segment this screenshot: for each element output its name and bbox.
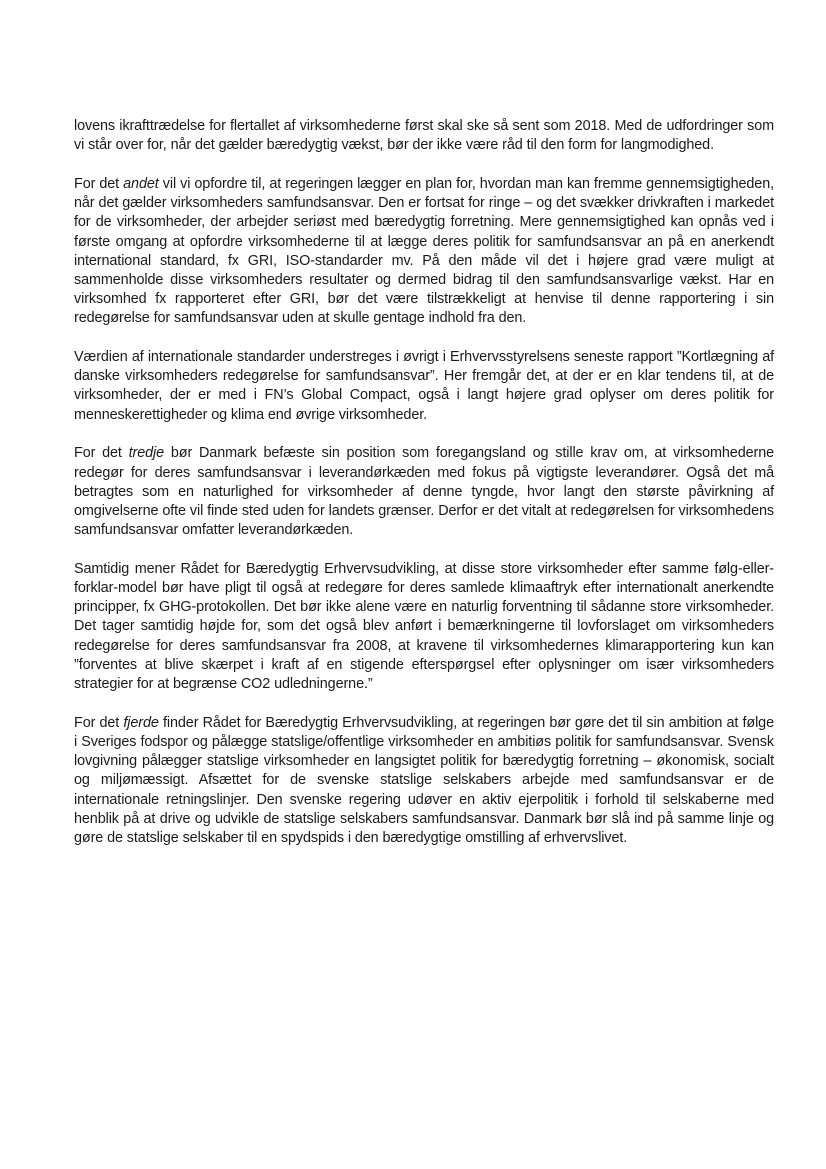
paragraph-3 [74,348,774,425]
paragraph-4-text: bør Danmark befæste sin position som foregangsland og stille krav om, at virksomhederne redegør for deres samfundsansvar i leverandørkæden med fokus på vigtigste leverandører. Også det må betragtes som en naturlighed for virksomheder af denne tyngde, hvor langt den største påvirkning af omgivelserne ofte vil finde sted uden for landets grænser. Derfor er det vitalt at redegørelsen for virksomhedens samfundsansvar omfatter leverandørkæden. [74,445,775,539]
paragraph-2 [74,175,774,329]
paragraph-4 [74,444,774,540]
paragraph-2-lead: For det [74,175,124,192]
paragraph-3-text: Værdien af internationale standarder understreges i øvrigt i Erhvervsstyrelsens seneste rapport ”Kortlægning af danske virksomheders redegørelse for samfundsansvar”. Her fremgår det, at der er en klar tendens til, at de virksomheder, der er med i FN’s Global Compact, også i langt højere grad oplyser om deres politik for menneskerettigheder og klima end øvrige virksomheder. [74,349,774,423]
paragraph-1-text: lovens ikrafttrædelse for flertallet af virksomhederne først skal ske så sent som 2018. Med de udfordringer som vi står over for, når det gælder bæredygtig vækst, bør der ikke være råd til den form for langmodighed. [74,118,774,154]
paragraph-2-emphasis: andet [123,175,159,192]
paragraph-6-lead: For det [74,714,124,731]
paragraph-2-text: vil vi opfordre til, at regeringen lægger en plan for, hvordan man kan fremme gennemsigtigheden, når det gælder virksomheders samfundsansvar. Den er fortsat for ringe – og det svækker drivkraften i markedet for de virksomheder, der arbejder seriøst med bæredygtig forretning. Mere gennemsigtighed kan opnås ved i første omgang at opfordre virksomhederne til at lægge deres politik for samfundsansvar an på en anerkendt international standard, fx GRI, ISO-standarder mv. På den måde vil det i højere grad være muligt at sammenholde disse virksomheders resultater og dermed bidrag til den samfundsansvarlige vækst. Har en virksomhed fx rapporteret efter GRI, bør det være tilstrækkeligt at henvise til denne rapportering i sin redegørelse for samfundsansvar uden at skulle gentage indhold fra den. [74,175,774,327]
body-text [74,117,774,848]
paragraph-6-emphasis: fjerde [123,714,159,731]
paragraph-6 [74,714,774,848]
paragraph-6-text: finder Rådet for Bæredygtig Erhvervsudvikling, at regeringen bør gøre det til sin ambition at følge i Sveriges fodspor og pålægge statslige/offentlige virksomheder en ambitiøs politik for samfundsansvar. Svensk lovgivning pålægger statslige virksomheder en langsigtet politik for bæredygtig forretning – økonomisk, socialt og miljømæssigt. Afsættet for de svenske statslige selskabers arbejde med samfundsansvar er de internationale retningslinjer. Den svenske regering udøver en aktiv ejerpolitik i forhold til selskaberne med henblik på at drive og udvikle de statslige selskabers samfundsansvar. Danmark bør slå ind på samme linje og gøre de statslige selskaber til en spydspids i den bæredygtige omstilling af erhvervslivet. [74,714,774,846]
paragraph-4-emphasis: tredje [128,445,165,462]
paragraph-5-text: Samtidig mener Rådet for Bæredygtig Erhvervsudvikling, at disse store virksomheder efter samme følg-eller-forklar-model bør have pligt til også at redegøre for deres samlede klimaaftryk efter internationalt anerkendte principper, fx GHG-protokollen. Det bør ikke alene være en naturlig forventning til sådanne store virksomheder. Det tager samtidig højde for, som det også blev anført i bemærkningerne til lovforslaget om virksomheders redegørelse for deres samfundsansvar fra 2008, at kravene til virksomhedernes klimarapportering kun kan ”forventes at blive skærpet i kraft af en stigende efterspørgsel efter oplysninger om især virksomheders strategier for at begrænse CO2 udledningerne.” [74,560,774,693]
paragraph-4-lead: For det [74,445,129,462]
paragraph-5 [74,560,774,694]
paragraph-1 [74,117,774,155]
